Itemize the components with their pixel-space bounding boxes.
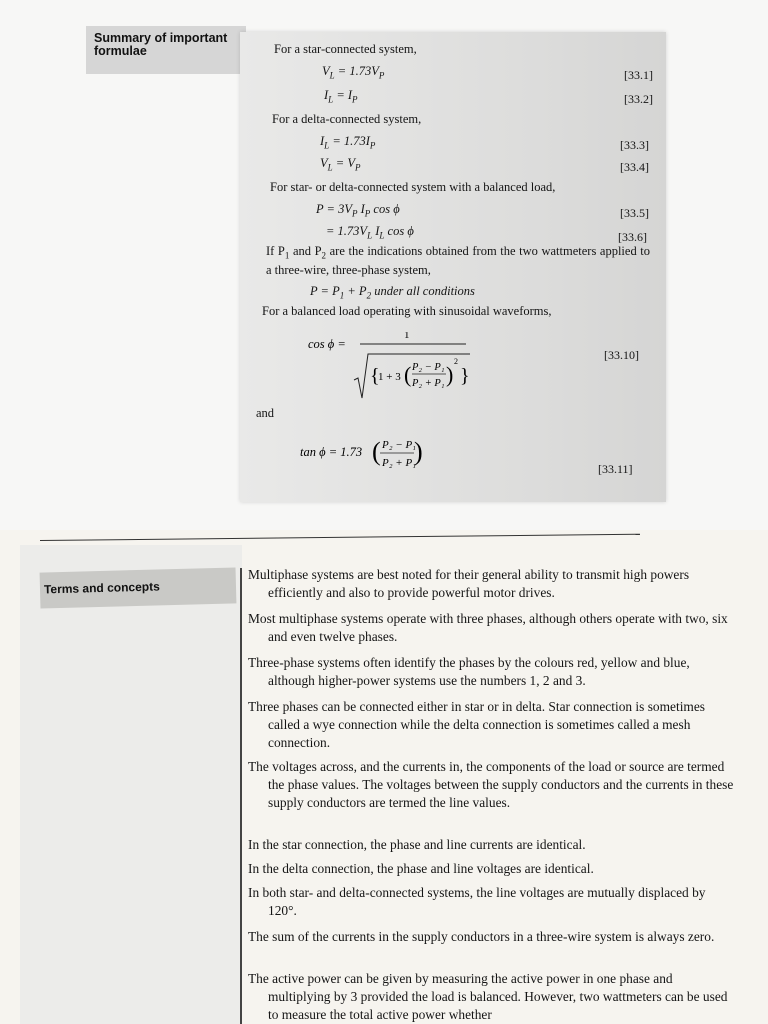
svg-text:P₂ + P₁: P₂ + P₁ [412,378,445,389]
equation-number-33-11: [33.11] [598,462,633,476]
equation-33-11 [300,432,440,483]
margin-divider [240,568,242,1024]
equation-33-2: $I_L = I_P$ [324,88,358,105]
term-paragraph-3: Three-phase systems often identify the phases by the colours red, yellow and blue, although higher-power systems use the numbers 1, 2 and 3. [248,655,690,688]
tan-phi-formula-graphic [300,432,440,478]
term-paragraph-5: The voltages across, and the currents in, the components of the load or source are termed the phase values. The voltages between the supply conductors and the currents in these supply conductors are termed the line values. [248,759,734,810]
svg-text:P₂ − P₁: P₂ − P₁ [382,439,417,451]
svg-text:{: { [370,365,380,387]
term-paragraph-2: Most multiphase systems operate with three phases, although others operate with two, six and even twelve phases. [248,611,728,644]
equation-number-33-3: [33.3] [620,138,649,152]
equation-33-5: $P = 3V_P$ $I_P$ cos ϕ [316,202,400,219]
equation-33-6: = $1.73V_L$ $I_L$ cos ϕ [326,224,414,241]
margin-column [20,545,242,1024]
svg-text:): ) [446,362,454,387]
term-paragraph-7: In the delta connection, the phase and line voltages are identical. [248,861,594,876]
equation-number-33-5: [33.5] [620,206,649,220]
svg-text:P₂ + P₁: P₂ + P₁ [382,457,417,469]
cos-phi-formula-graphic [308,332,478,402]
equation-33-1: $V_L = 1.73V_P$ [322,64,385,81]
svg-text:(: ( [372,437,381,466]
equation-33-3: $I_L = 1.73I_P$ [320,134,376,151]
terms-label: Terms and concepts [43,579,160,597]
svg-text:cos ϕ =: cos ϕ = [308,337,346,351]
balanced-heading: For star- or delta-connected system with a balanced load, [270,180,556,194]
star-heading: For a star-connected system, [274,42,417,56]
term-paragraph-1: Multiphase systems are best noted for their general ability to transmit high powers efficiently and also to provide powerful motor drives. [248,567,690,600]
svg-text:): ) [414,437,423,466]
svg-text:(: ( [404,362,412,387]
delta-heading: For a delta-connected system, [272,112,422,126]
svg-text:}: } [460,365,470,387]
term-paragraph-9: The sum of the currents in the supply conductors in a three-wire system is always zero. [248,929,715,944]
svg-text:tan ϕ = 1.73: tan ϕ = 1.73 [300,445,363,459]
term-paragraph-10: The active power can be given by measuring the active power in one phase and multiplying by 3 provided the load is balanced. However, two wattmeters can be used to measure the total active power whether [248,971,728,1022]
svg-text:1 + 3: 1 + 3 [378,371,401,383]
equation-33-10 [308,332,478,407]
sinusoidal-heading: For a balanced load operating with sinusoidal waveforms, [262,304,552,318]
equation-number-33-10: [33.10] [604,348,639,362]
term-paragraph-6: In the star connection, the phase and line currents are identical. [248,837,586,852]
svg-text:1: 1 [404,332,410,341]
term-paragraph-4: Three phases can be connected either in star or in delta. Star connection is sometimes called a wye connection while the delta connection is sometimes called a mesh connection. [248,699,705,750]
svg-text:2: 2 [454,357,458,366]
formula-box [240,32,666,502]
summary-label-tag [86,26,246,74]
terms-label-tag [40,567,237,608]
equation-number-33-4: [33.4] [620,160,649,174]
svg-text:P₂ − P₁: P₂ − P₁ [412,362,445,373]
term-paragraph-8: In both star- and delta-connected systems, the line voltages are mutually displaced by 120°. [248,885,706,918]
and-label: and [256,406,275,420]
equation-number-33-2: [33.2] [624,92,653,106]
wattmeter-text: If $P_1$ and $P_2$ are the indications obtained from the two wattmeters applied to a three-wire, three-phase system, [266,244,650,277]
equation-33-4: $V_L = V_P$ [320,156,361,173]
equation-number-33-6: [33.6] [618,230,647,244]
summary-label: Summary of important formulae [94,31,228,58]
equation-number-33-1: [33.1] [624,68,653,82]
equation-total-power: $P = P_1 + P_2$ under all conditions [310,284,475,301]
